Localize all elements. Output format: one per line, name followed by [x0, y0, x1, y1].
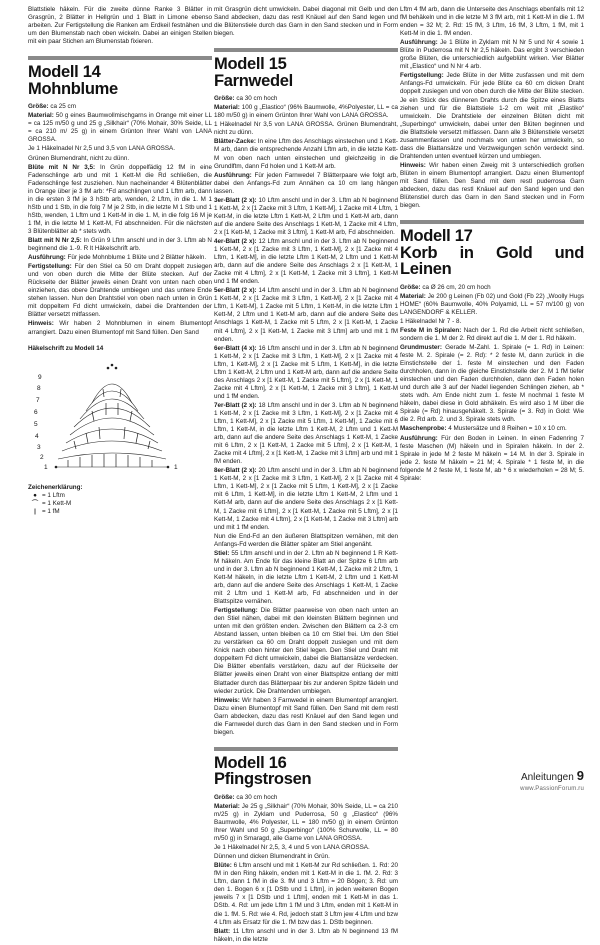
intro-text: mit Grasgrün dicht umwickeln. Dabei diagonal mit Gelb und den Sand abdecken, dazu das restl Knäuel auf den Sand legen und die Blütenstiele durch das Garn in den Sand stecken und in Form biegen.: [214, 6, 398, 38]
legend-title: Zeichenerklärung:: [28, 483, 83, 491]
row-label-8: 8: [37, 384, 41, 392]
paragraph: Ausführung: Je 1 Blüte in Zyklam mit N Nr 5 und Nr 4 sowie 1 Blüte in Puderrosa mit N Nr 2,5 häkeln. Das ergibt 3 verschieden große Blüten, die unterschiedlich aufgeblüht wirken. Vier Blätter mit „Elastico“ und N Nr 4 arb.: [400, 39, 584, 71]
page-number: 9: [576, 768, 584, 783]
paragraph: Größe: ca 30 cm hoch: [214, 793, 278, 801]
model-number: Modell 17: [400, 227, 473, 246]
model-title: Korb in Gold und Leinen: [400, 243, 584, 279]
paragraph: 5er-Blatt (2 x): 14 Lftm anschl und in der 3. Lftm ab N beginnend 1 Kett-M, 2 x [1 Zacke mit 3 Lftm, 1 Kett-M], 2 x [1 Zacke mit 4 Lftm, 1 Kett-M], 1 Zacke mit 5 Lftm, 1 Kett-M, in die letzte Lftm 1 Kett-M, 2 Lftm und 1 Kett-M arb, dann auf die andere Seite des Anschlags 1 Kett-M, 1 Zacke mit 5 Lftm, 2 x [1 Kett-M, 1 Zacke mit 4 Lftm], 2 x [1 Kett-M, 1 Zacke mit 3 Lftm] arb und mit 1 fM enden.: [214, 287, 399, 343]
page-footer: [520, 767, 584, 792]
chain-dots: [55, 363, 170, 468]
row-label-3: 3: [37, 443, 41, 451]
paragraph: Blüte mit N Nr 3,5: In Grün doppelfädig 12 fM in eine Fadenschlinge arb und mit 1 Kett-M die Rd schließen, die Fadenschlinge fest zusziehen. Nun nacheinander 4 Blütenblätter in Orange über je 3 fM arb: *Fd anschlingen und 1 Lftm arb, dann in die ersten 3 fM je 3 hStb arb, wenden, 2 Lftm, in die 1. M 1 hStb und 1 Stb, in die folg 7 M je 2 Stb, in die letzte M 1 Stb und 1 hStb, wenden, 1 Lftm und 1 Kett-M in die 1. M, in die folg 16 M je 1 fM, in die letzte M 1 Kett-M, Fd abschneiden. Für die nächsten 3 Blütenblätter ab * stets wdh.: [28, 163, 212, 235]
legend-item: [28, 508, 212, 516]
paragraph: 8er-Blatt (2 x): 20 Lftm anschl und in der 3. Lftm ab N beginnend 1 Kett-M, 2 x [1 Zacke mit 3 Lftm, 1 Kett-M], 2 x [1 Zacke mit 4 Lftm, 1 Kett-M], 2 x [1 Zacke mit 5 Lftm, 1 Kett-M], 2 x [1 Zacke mit 6 Lftm, 1 Kett-M], in die letzte Lftm 1 Kett-M, 2 Lftm und 1 Kett-M arb, dann auf die andere Seite des Anschlags 2 x [1 Kett-M, 1 Zacke mit 6 Lftm], 2 x [1 Kett-M, 1 Zacke mit 5 Lftm], 2 x [1 Kett-M, 1 Zacke mit 4 Lftm], 2 x [1 Kett-M, 1 Zacke mit 3 Lftm] arb und mit 1 fM enden.: [214, 467, 399, 531]
model-number: Modell 15: [214, 55, 287, 74]
paragraph: Grundmuster: Gerade M-Zahl. 1. Spirale (= 1. Rd) in Leinen: feste M. 2. Spirale (= 2. Rd): * 2 feste M, dann zurück in die Einstichstelle der 1. feste M einstechen und den Faden durchholen, dann in die gleiche Einstichstelle der 2. M 1 fM tiefer einstechen und den Faden durchholen, dann den Faden holen und durch alle 3 auf der Nadel liegenden Schlingen ziehen, ab * stets wdh. Am Ende nicht zum 1. feste M nochmal 1 feste M häkeln, dabei diese in Gold abhäkeln. Es wird also 1 M über die Spirale (= Rd) hinausgehäkelt. 3. Spirale (= 3. Rd) in Gold: Wie die 2. Rd arb. 2. und 3. Spirale stets wdh.: [400, 344, 584, 424]
paragraph: Blätter-Zacke: In eine Lftm des Anschlags einstechen und 1 Kett-M arb, dann die entsprechende Anzahl Lftm arb, in die letzte Kett-M von oben nach unten einstechen und gleichzeitig in die Grundlftm, dann Fd holen und 1 Kett-M arb.: [214, 138, 398, 170]
paragraph: Lftm 4 fM arb, dann die Unterseite des Anschlags ebenfalls mit 12 fM behäkeln und in die letzte M 3 fM arb, mit 1 Kett-M in die 1. fM enden = 32 M; 2. Rd: 15 fM, 3 Lftm, 16 fM, 3 Lftm, 1 fM, mit 1 Kett-M in die 1. fM enden.: [400, 6, 584, 38]
paragraph: Feste M in Spiralen: Nach der 1. Rd die Arbeit nicht schließen, sondern die 1. M der 2. Rd direkt auf die 1. M der 1. Rd häkeln.: [400, 326, 584, 342]
paragraph: Nun die End-Fd an den äußeren Blattspitzen vernähen, mit den Anfangs-Fd werden die Blätter später am Stiel angenäht.: [214, 532, 398, 548]
slip-stitch-icon: ⌒: [31, 499, 39, 507]
paragraph: Stiel: 55 Lftm anschl und in der 2. Lftm ab N beginnend 1 R Kett-M häkeln. Am Ende für das kleine Blatt an der Spitze 6 Lftm arb und in der 3. Lftm ab N beginnend 1 Kett-M, 1 Zacke mit 2 Lftm, 1 Kett-M häkeln, in die letzte Lftm 1 Kett-M, 2 Lftm und 1 Kett-M arb, dann auf die andere Seite des Anschlags 1 Kett-M, 1 Zacke mit 2 Lftm und 1 Kett-M arb, Fd abschneiden und in der Blattspitze vernähen.: [214, 549, 398, 606]
paragraph: Ausführung: Für den Boden in Leinen. In einen Fadenring 7 feste Maschen (M) häkeln und in Spiralen häkeln. In der 2. Spirale in jede M 2 feste M häkeln = 14 M. In der 3. Spirale in jede 2. feste M häkeln = 21 M; 4. Spirale * 1 feste M, in die folgende M 2 feste M, 1 feste M, ab * 6 x wiederholen = 28 M; 5. Spirale:: [400, 434, 584, 482]
paragraph: Material: Je 25 g „Silkhair“ (70% Mohair, 30% Seide, LL = ca 210 m/25 g) in Zyklam und Puderrosa, 50 g „Elastico“ (96% Baumwolle, 4% Polyester, LL = 180 m/50 g) in einem Grünton Ihrer Wahl und 50 g „Superbingo“ (100% Schurwolle, LL = 80 m/50 g) in Smaragd, alle Garne von LANA GROSSA.: [214, 802, 398, 843]
paragraph: Material: 50 g eines Baumwollmischgarns in Orange mit einer LL = ca 125 m/50 g und 25 g „Silkhair“ (70% Mohair, 30% Seide, LL = ca 210 m/ 25 g) in einem Grünton Ihrer Wahl von LANA GROSSA.: [28, 112, 212, 144]
legend: [28, 484, 212, 516]
paragraph: 1 Häkelnadel Nr 7 - 8.: [400, 317, 462, 325]
paragraph: Blatt: 11 Lftm anschl und in der 3. Lftm ab N beginnend 13 fM häkeln, in die letzte: [214, 927, 398, 943]
chart-row-2: [58, 453, 166, 459]
model-title: Pfingstrosen: [214, 770, 312, 789]
paragraph: Größe: ca 25 cm: [28, 103, 76, 111]
row-label-4: 4: [35, 432, 39, 440]
model-16-header: [214, 747, 398, 788]
row-label-7: 7: [36, 396, 40, 404]
intro-text: Blattstiele häkeln. Für die zweite dünne Ranke 3 Blätter in Grasgrün, 2 Blätter in Hellgrün und 1 Blatt in Limone ebenso arbeiten. Zur Fertigstellung die Ranken am Erdkeil festnähen und um den Blumenstab nach oben wickeln. Dabei an einigen Stellen mit ein paar Stichen am Blumenstab fixieren.: [28, 6, 212, 46]
row-label-6: 6: [34, 408, 38, 416]
paragraph: Material: Je 200 g Leinen (Fb 02) und Gold (Fb 22) „Woolly Hugs HOME“ (60% Baumwolle, 40% Polyamid, LL = 57 m/100 g) von LANGENDORF & KELLER.: [400, 292, 584, 316]
paragraph: Fertigstellung: Für den Stiel ca 50 cm Draht doppelt zusiegen und von oben durch die Mitte der Blüte stecken. Auf der Rückseite der Blätter jeweils einen Draht von unten nach oben einziehen, das obere Drahtende umbiegen und das untere Ende stehen lassen. Nun den Drahtstiel von oben nach unten in Grün mit doppeltem Fd dicht umwickeln, dabei die Drahtenden der Blätter versetzt mitfassen.: [28, 263, 212, 319]
paragraph: Ausführung: Für jeden Farnwedel 7 Blätterpaare wie folgt arb, dabei den Anfangs-Fd zum Annähen ca 10 cm lang hängen lassen.: [214, 171, 398, 195]
legend-item: [28, 500, 212, 508]
diagram-title: Häkelschrift zu Modell 14: [28, 344, 104, 352]
legend-text: = 1 fM: [42, 507, 60, 515]
column-3: [400, 6, 584, 484]
paragraph: Ausführung: Für jede Mohnblume 1 Blüte und 2 Blätter häkeln.: [28, 254, 207, 262]
row-label-1: 1: [44, 463, 48, 471]
paragraph: Grünen Blumendraht, nicht zu dünn.: [28, 154, 130, 162]
paragraph: Fertigstellung: Die Blätter paarweise von oben nach unten an den Stiel nähen, dabei mit den kleinsten Blättern beginnen und unten mit den größten enden. Zwischen den Blättern ca 2-3 cm Abstand lassen, unten bleiben ca 10 cm Stiel frei. Um den Stiel zu verstärken ca 60 cm Draht doppelt zusiegen und mit dem Knick nach oben hinter den Stiel legen. Den Stiel und Draht mit doppeltem Fd dicht umwickeln, dabei die Blattansätze verdecken. Die Blätter ebenfalls verstärken, dazu auf der Rückseite der Blätter jeweils einen Draht von einer Blattspitze entlang der mittl Blattader durch das Blätterpaar bis zur anderen Spitze fädeln und wieder zurück. Die Drahtenden umbiegen.: [214, 607, 398, 695]
column-2: [214, 6, 398, 945]
paragraph: 6er-Blatt (4 x): 16 Lftm anschl und in der 3. Lftm ab N beginnend 1 Kett-M, 2 x [1 Zacke mit 3 Lftm, 1 Kett-M], 2 x [1 Zacke mit 4 Lftm, 1 Kett-M], 2 x [1 Zacke mit 5 Lftm, 1 Kett-M], in die letzte Lftm 1 Kett-M, 2 Lftm und 1 Kett-M arb, dann auf die andere Seite des Anschlags 2 x [1 Kett-M, 1 Zacke mit 5 Lftm], 2 x [1 Kett-M, 1 Zacke mit 4 Lftm], 2 x [1 Kett-M, 1 Zacke mit 3 Lftm], 1 Kett-M und 1 fM enden.: [214, 344, 399, 400]
paragraph: Größe: ca 30 cm hoch: [214, 95, 278, 103]
model-17-header: [400, 220, 584, 278]
paragraph: 7er-Blatt (2 x): 18 Lftm anschl und in der 3. Lftm ab N beginnend 1 Kett-M, 2 x [1 Zacke mit 3 Lftm, 1 Kett-M], 2 x [1 Zacke mit 4 Lftm, 1 Kett-M], 2 x [1 Zacke mit 5 Lftm, 1 Kett-M], 1 Zacke mit 6 Lftm, 1 Kett-M, in die letzte Lftm 1 Kett-M, 2 Lftm und 1 Kett-M arb, dann auf die andere Seite des Anschlags 1 Kett-M, 1 Zacke mit 6 Lftm, 2 x [1 Kett-M, 1 Zacke mit 5 Lftm], 2 x [1 Kett-M, 1 Zacke mit 4 Lftm], 2 x [1 Kett-M, 1 Zacke mit 3 Lftm] arb und mit 1 fM enden.: [214, 401, 399, 466]
row-label-5: 5: [34, 420, 38, 428]
paragraph: Blüte: 6 Lftm anschl und mit 1 Kett-M zur Rd schließen. 1. Rd: 20 fM in den Ring häkeln, enden mit 1 Kett-M in die 1. fM. 2. Rd: 3 Lftm, dann 1 fM in die 3. fM und 3 Lftm = 20 Bögen; 3. Rd: um den 1. Bogen 6 x [1 DStb und 1 Lftm], in jeden weiteren Bogen jeweils 7 x [1 DStb und 1 Lftm], enden mit 1 Kett-M in das 1. DStb. 4. Rd: um jede Lftm 1 fM und 3 Lftm, enden mit 1 Kett-M in die 1. fM. 5. Rd: wie 4. Rd, jedoch statt 3 Lftm jew 4 Lftm und bzw 4 Lftm als Ersatz für die 1. fM bzw das 1. DStb beginnen.: [214, 862, 398, 926]
paragraph: Blatt mit N Nr 2,5: In Grün 9 Lftm anschl und in der 3. Lftm ab N beginnend die 1.-9. R lt Häkelschrift arb.: [28, 236, 212, 253]
paragraph: Fertigstellung: Jede Blüte in der Mitte zusfassen und mit dem Anfangs-Fd umwickeln. Für jede Blüte ca 60 cm dicken Draht doppelt zusiegen und von oben durch die Mitte der Blüte stecken. Je ein Stück des dünneren Drahts durch die Spitze eines Blatts ziehen und für die Blattstiele 1-2 cm weit mit „Elastiko“ umwickeln. Die Drahtstiele der einzelnen Blüten dicht mit „Superbingo“ umwickeln, dabei unter den Blüten beginnen und die Blattstiele versetzt mitfassen. Dann alle 3 Blütenstiele versetzt zusammenfassen und nochmals von unten her umwickeln, so dass die Blattansätze und Verzweigungen schön verdeckt sind. Drahtenden unten eventuell kürzen und umbiegen.: [400, 72, 584, 160]
paragraph: Hinweis: Wir haben einen Zweig mit 3 unterschiedlich großen Blüten in einem Blumentopf arrangiert. Dazu einen Blumentopf mit Sand füllen. Den Sand mit dem restl puderrosa Garn abdecken, dazu das restl Knäuel auf den Sand legen und den Blütenstiel durch das Garn in den Sand stecken und in Form biegen.: [400, 161, 584, 210]
chart-row-9: [92, 384, 132, 403]
paragraph: Je 1 Häkelnadel Nr 2,5, 3, 4 und 5 von LANA GROSSA.: [214, 844, 370, 852]
chart-row-6: [74, 408, 150, 427]
chart-row-7: [80, 399, 144, 419]
legend-text: = 1 Kett-M: [42, 499, 72, 507]
crochet-chart-diagram: [28, 359, 196, 477]
chart-row-3: [62, 441, 162, 451]
row-label-9: 9: [38, 373, 42, 381]
legend-item: [28, 492, 212, 500]
model-title: Farnwedel: [214, 71, 293, 90]
paragraph: Material: 100 g „Elastico“ (96% Baumwolle, 4%Polyester, LL = ca 180 m/50 g) in einem Grünton Ihrer Wahl von LANA GROSSA.: [214, 104, 398, 120]
paragraph: Je 1 Häkelnadel Nr 2,5 und 3,5 von LANA GROSSA.: [28, 145, 176, 153]
paragraph: Hinweis: Wir haben 2 Mohnblumen in einem Blumentopf arrangiert. Dazu einen Blumentopf mit Sand füllen. Den Sand: [28, 320, 212, 336]
paragraph: Dünnen und dicken Blumendraht in Grün.: [214, 853, 330, 861]
paragraph: Hinweis: Wir haben 3 Farnwedel in einem Blumentopf arrangiert. Dazu einen Blumentopf mit Sand füllen. Den Sand mit dem restl Garn abdecken, dazu das restl Knäuel auf den Sand legen und die Farnwedel durch das Garn in den Sand stecken und in Form biegen.: [214, 696, 398, 736]
model-15-header: [214, 48, 398, 89]
section-label: Anleitungen: [520, 772, 574, 783]
paragraph: 3er-Blatt (2 x): 10 Lftm anschl und in der 3. Lftm ab N beginnend 1 Kett-M, 2 x [1 Zacke mit 3 Lftm, 1 Kett-M], 1 Zacke mit 4 Lftm, 1 Kett-M, in die letzte Lftm 1 Kett-M, 2 Lftm und 1 Kett-M arb, dann auf die andere Seite des Anschlags 1 Kett-M, 1 Zacke mit 4 Lftm, 2 x [1 Kett-M, 1 Zacke mit 3 Lftm], 1 Kett-M arb, Fd abschneiden.: [214, 196, 399, 236]
legend-text: = 1 Lftm: [42, 491, 65, 499]
single-crochet-icon: |: [34, 507, 36, 515]
model-number: Modell 14: [28, 63, 101, 82]
chart-row-5: [70, 418, 154, 435]
paragraph: 4er-Blatt (2 x): 12 Lftm anschl und in der 3. Lftm ab N beginnend 1 Kett-M, 2 x [1 Zacke mit 3 Lftm, 1 Kett-M], 2 x [1 Zacke mit 4 Lftm, 1 Kett-M], in die letzte Lftm 1 Kett-M, 2 Lftm und 1 Kett-M arb, dann auf die andere Seite des Anschlags 2 x [1 Kett-M, 1 Zacke mit 4 Lftm], 2 x [1 Kett-M, 1 Zacke mit 3 Lftm], 1 Kett-M und 1 fM enden.: [214, 237, 399, 286]
paragraph: 1 Häkelnadel Nr 3,5 von LANA GROSSA. Grünen Blumendraht, nicht zu dünn.: [214, 121, 398, 137]
paragraph: Größe: ca Ø 26 cm, 20 cm hoch: [400, 283, 491, 291]
column-1: [28, 6, 212, 516]
model-title: Mohnblume: [28, 79, 118, 98]
watermark-url: www.PassionForum.ru: [520, 786, 584, 792]
chain-icon: ●: [33, 491, 37, 499]
row-label-1-right: 1: [174, 463, 178, 471]
model-14-header: [28, 56, 212, 97]
paragraph: Maschenprobe: 4 Mustersätze und 8 Reihen = 10 x 10 cm.: [400, 425, 567, 433]
model-number: Modell 16: [214, 753, 287, 772]
row-label-2: 2: [40, 453, 44, 461]
